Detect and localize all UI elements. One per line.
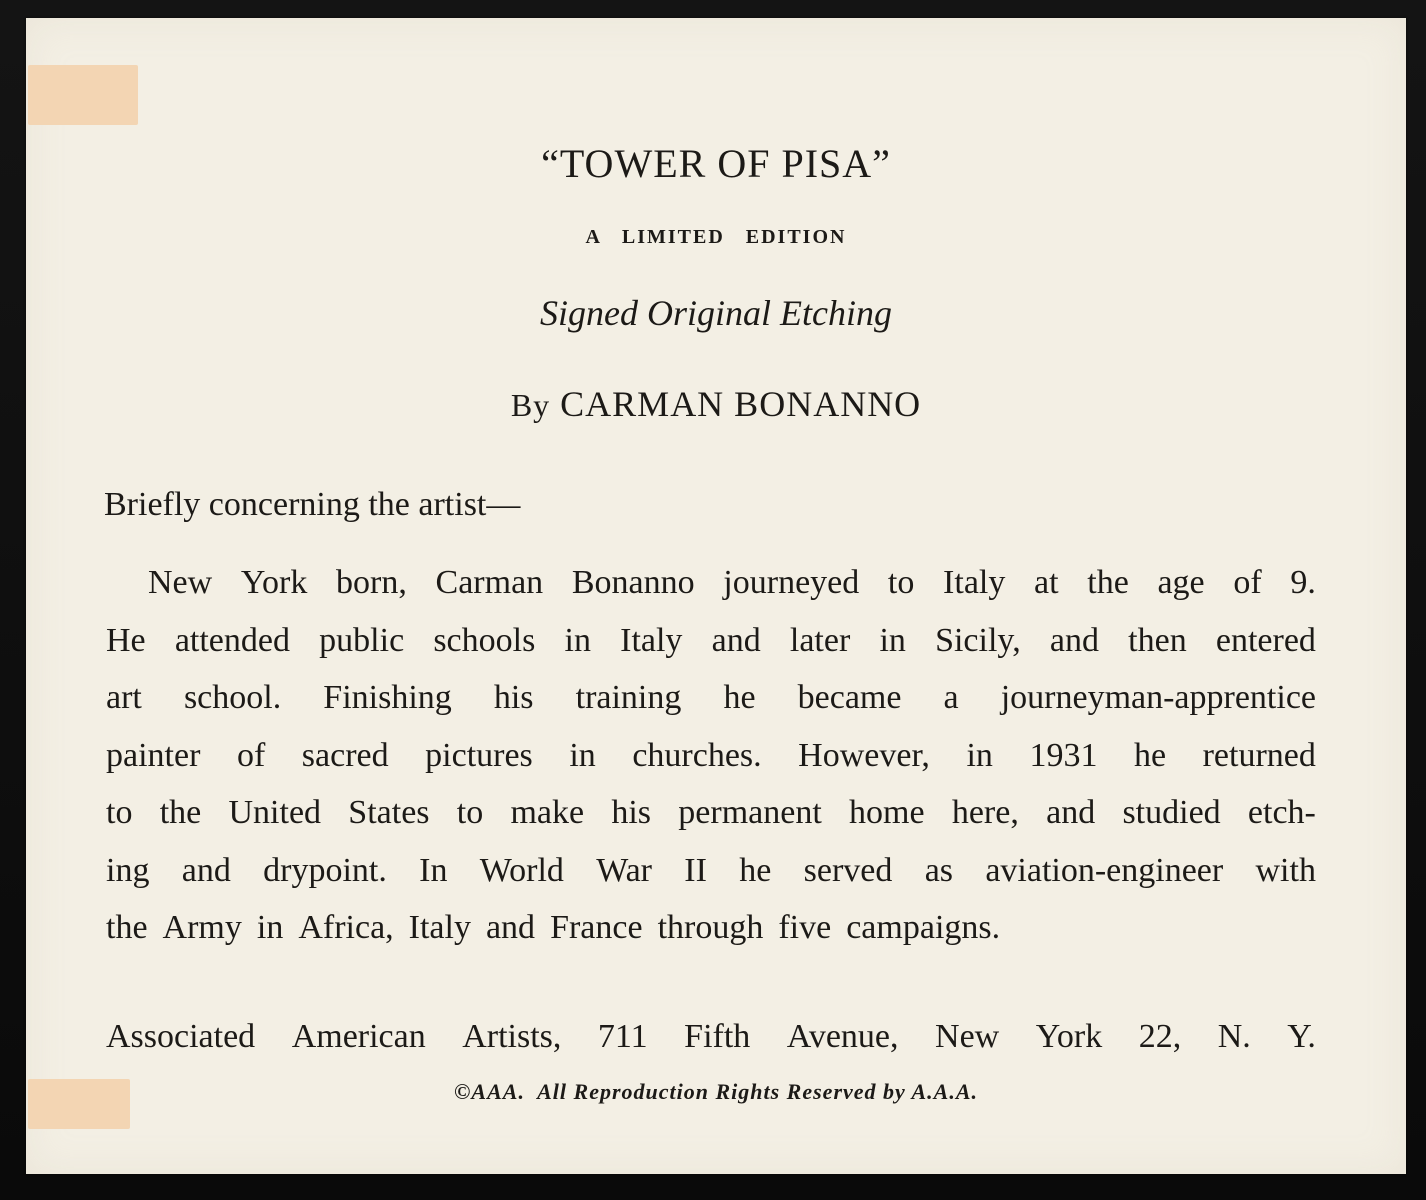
word: Italy: [408, 909, 471, 946]
word: with: [1255, 851, 1316, 889]
word: art: [106, 679, 142, 716]
word: Italy: [943, 564, 1006, 601]
word: drypoint.: [263, 851, 387, 889]
word: World: [479, 851, 564, 889]
word: However,: [798, 736, 930, 774]
word: Italy: [620, 621, 683, 659]
byline-prefix: By: [510, 387, 551, 423]
word: Sicily,: [935, 621, 1021, 659]
word: age: [1157, 564, 1205, 601]
word: the: [159, 794, 202, 831]
word: in: [879, 621, 906, 659]
word: permanent: [678, 794, 822, 831]
word: ing: [106, 851, 150, 889]
word: became: [797, 679, 902, 716]
word: United: [228, 794, 322, 831]
word: churches.: [632, 736, 762, 774]
word: he: [739, 851, 772, 889]
word: States: [348, 794, 430, 831]
word: home: [849, 794, 925, 831]
word: attended: [174, 621, 290, 659]
word: to: [106, 794, 133, 831]
word: etch-: [1247, 794, 1316, 831]
word: He: [106, 621, 146, 659]
word: in: [564, 621, 591, 659]
word: of: [1233, 564, 1262, 601]
word: school.: [183, 679, 282, 716]
bio-line: [106, 852, 1316, 910]
word: II: [684, 851, 707, 889]
word: Fifth: [684, 1018, 751, 1055]
word: he: [723, 679, 756, 716]
word: pictures: [425, 736, 533, 774]
word: and: [485, 909, 536, 946]
word: in: [256, 909, 284, 946]
word: as: [924, 851, 954, 889]
word: 9.: [1290, 564, 1316, 601]
word: the: [1087, 564, 1129, 601]
word: he: [1133, 736, 1167, 774]
word: and: [181, 851, 231, 889]
bio-line: [106, 909, 1316, 967]
bio-line: [106, 794, 1316, 852]
word: sacred: [301, 736, 389, 774]
word: here,: [951, 794, 1019, 831]
word: 1931: [1029, 736, 1098, 774]
bio-line: [106, 564, 1316, 622]
word: Y.: [1287, 1018, 1316, 1055]
word: American: [291, 1018, 426, 1055]
word: at: [1034, 564, 1059, 601]
artist-biography: [106, 564, 1316, 967]
word: a: [943, 679, 959, 716]
word: Bonanno: [571, 564, 695, 601]
word: studied: [1122, 794, 1221, 831]
document-card: [26, 18, 1406, 1174]
intro-heading: Briefly concerning the artist—: [104, 486, 521, 523]
word: in: [966, 736, 993, 774]
word: Associated: [106, 1018, 256, 1055]
word: Africa,: [298, 909, 394, 946]
artist-byline: [26, 383, 1406, 425]
word: Finishing: [323, 679, 452, 716]
word: make: [510, 794, 585, 831]
word: entered: [1215, 621, 1316, 659]
word: the: [106, 909, 148, 946]
word: in: [569, 736, 596, 774]
word: Carman: [435, 564, 544, 601]
word: and: [1046, 794, 1096, 831]
word: Army: [162, 909, 242, 946]
word: painter: [106, 736, 201, 774]
word: 711: [597, 1018, 648, 1055]
word: his: [611, 794, 652, 831]
word: New: [935, 1018, 1000, 1055]
publisher-address: [106, 1018, 1316, 1056]
word: through: [657, 909, 764, 946]
word: aviation-engineer: [985, 851, 1224, 889]
word: In: [419, 851, 448, 889]
word: his: [493, 679, 534, 716]
word: served: [803, 851, 893, 889]
word: campaigns.: [846, 909, 1001, 946]
word: Artists,: [462, 1018, 562, 1055]
bio-line: [106, 622, 1316, 680]
edition-label: A LIMITED EDITION: [585, 226, 847, 248]
bio-line: [106, 679, 1316, 737]
word: N.: [1217, 1018, 1251, 1055]
tape-strip-top: [28, 65, 138, 125]
word: and: [711, 621, 761, 659]
word: journeyman-apprentice: [1000, 679, 1316, 716]
word: and: [1049, 621, 1099, 659]
word: York: [1035, 1018, 1103, 1055]
word: to: [456, 794, 484, 831]
word: then: [1128, 621, 1187, 659]
word: Avenue,: [786, 1018, 899, 1055]
word: public: [319, 621, 405, 659]
word: of: [236, 736, 266, 774]
artwork-title: “TOWER OF PISA”: [541, 141, 891, 186]
word: later: [789, 621, 851, 659]
artist-name: CARMAN BONANNO: [560, 384, 922, 424]
word: New: [148, 564, 213, 601]
word: France: [550, 909, 643, 946]
word: to: [887, 564, 915, 601]
word: training: [575, 679, 682, 716]
word: War: [596, 851, 652, 889]
word: schools: [433, 621, 536, 659]
word: 22,: [1138, 1018, 1182, 1055]
word: born,: [336, 564, 407, 601]
artwork-subtitle: Signed Original Etching: [540, 293, 892, 333]
word: York: [240, 564, 308, 601]
copyright-notice: ©AAA. All Reproduction Rights Reserved by A.A.A.: [453, 1079, 979, 1104]
word: five: [778, 909, 832, 946]
word: journeyed: [723, 564, 860, 601]
bio-line: [106, 737, 1316, 795]
word: returned: [1202, 736, 1316, 774]
